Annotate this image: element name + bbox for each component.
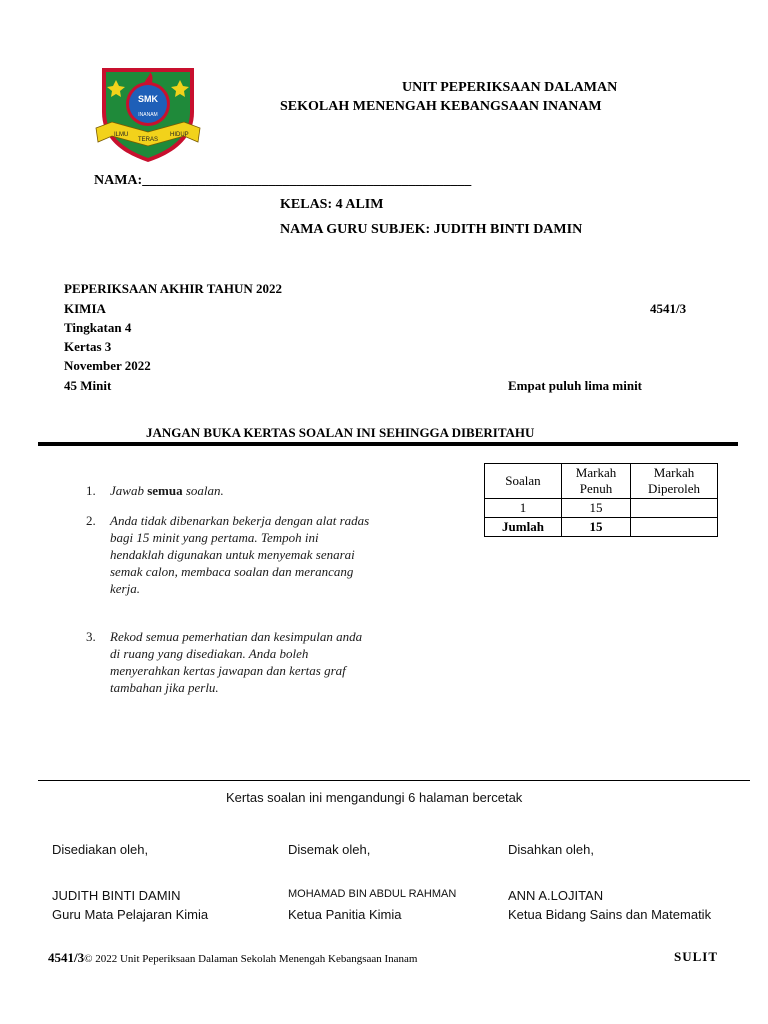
teacher-label: NAMA GURU SUBJEK: JUDITH BINTI DAMIN — [280, 222, 583, 237]
cell-markah-diperoleh[interactable] — [631, 499, 718, 518]
instruction-3-text: Rekod semua pemerhatian dan kesimpulan anda di ruang yang disediakan. Anda boleh menyerahkan kertas jawapan dan kertas graf tambahan jika perlu. — [110, 629, 363, 695]
logo-ribbon-left: ILMU — [114, 132, 129, 138]
header-markah-penuh: Markah Penuh — [562, 464, 631, 499]
footer-left — [48, 950, 418, 966]
instruction-2 — [86, 512, 372, 597]
total-value: 15 — [562, 518, 631, 537]
logo-crest-text: INANAM — [138, 112, 158, 118]
instruction-3 — [86, 628, 372, 696]
cell-markah-penuh: 15 — [562, 499, 631, 518]
instruction-1 — [86, 482, 380, 499]
header-unit: UNIT PEPERIKSAAN DALAMAN — [402, 80, 618, 95]
instruction-2-number: 2. — [86, 513, 96, 528]
header-school: SEKOLAH MENENGAH KEBANGSAAN INANAM — [280, 99, 602, 114]
instruction-1-pre: Jawab — [110, 483, 148, 498]
exam-paper: Kertas 3 — [64, 339, 112, 354]
signature-title-2: Ketua Panitia Kimia — [288, 907, 402, 922]
signature-name-3: ANN A.LOJITAN — [508, 888, 604, 903]
instruction-1-post: soalan. — [182, 483, 224, 498]
signature-title-3: Ketua Bidang Sains dan Matematik — [508, 907, 712, 922]
divider-thin — [38, 780, 750, 781]
exam-form: Tingkatan 4 — [64, 320, 132, 335]
exam-subject: KIMIA — [64, 301, 106, 316]
cell-soalan: 1 — [485, 499, 562, 518]
footer-classification: SULIT — [674, 949, 719, 964]
table-row — [485, 499, 718, 518]
footer-copyright: © 2022 Unit Peperiksaan Dalaman Sekolah Menengah Kebangsaan Inanam — [84, 953, 418, 965]
name-field-label: NAMA:_______________________________________________ — [94, 173, 472, 188]
exam-duration-words: Empat puluh lima minit — [508, 378, 643, 393]
signature-role-1: Disediakan oleh, — [52, 842, 149, 857]
school-crest-logo — [94, 62, 202, 164]
page-count-text: Kertas soalan ini mengandungi 6 halaman bercetak — [226, 790, 523, 805]
instruction-1-bold: semua — [147, 483, 183, 498]
logo-ribbon-mid: TERAS — [137, 137, 159, 143]
class-label: KELAS: 4 ALIM — [280, 197, 384, 212]
exam-duration: 45 Minit — [64, 378, 112, 393]
instruction-2-text: Anda tidak dibenarkan bekerja dengan alat radas bagi 15 minit yang pertama. Tempoh ini hendaklah digunakan untuk menyemak senarai semak calon, membaca soalan dan merancang kerja. — [110, 513, 370, 596]
header-markah-diperoleh: Markah Diperoleh — [631, 464, 718, 499]
header-soalan: Soalan — [485, 464, 562, 499]
exam-date: November 2022 — [64, 358, 151, 373]
instruction-1-number: 1. — [86, 483, 96, 498]
footer-code: 4541/3 — [48, 950, 85, 965]
instruction-3-number: 3. — [86, 629, 96, 644]
divider-thick — [38, 442, 738, 446]
total-diperoleh[interactable] — [631, 518, 718, 537]
exam-code: 4541/3 — [650, 301, 687, 316]
exam-title: PEPERIKSAAN AKHIR TAHUN 2022 — [64, 281, 283, 296]
signature-role-3: Disahkan oleh, — [508, 842, 594, 857]
table-header-row — [485, 464, 718, 499]
table-total-row — [485, 518, 718, 537]
logo-ribbon-right: HIDUP — [170, 132, 189, 138]
signature-name-2: MOHAMAD BIN ABDUL RAHMAN — [288, 888, 457, 900]
marks-table — [484, 463, 718, 537]
signature-title-1: Guru Mata Pelajaran Kimia — [52, 907, 209, 922]
total-label: Jumlah — [485, 518, 562, 537]
warning-text: JANGAN BUKA KERTAS SOALAN INI SEHINGGA DIBERITAHU — [146, 425, 535, 440]
logo-top-text: SMK — [138, 94, 158, 104]
signature-name-1: JUDITH BINTI DAMIN — [52, 888, 181, 903]
signature-role-2: Disemak oleh, — [288, 842, 371, 857]
